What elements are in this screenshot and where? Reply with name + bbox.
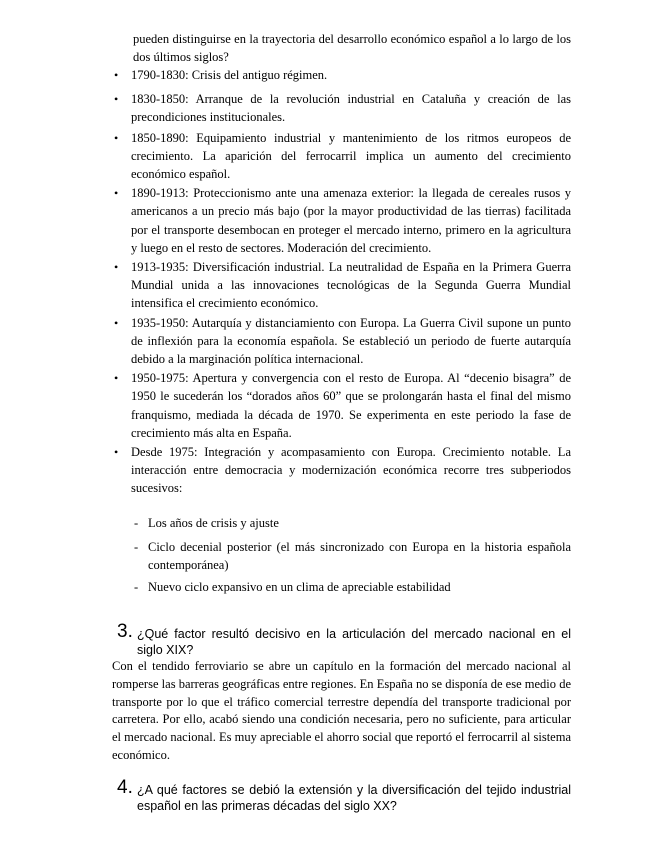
period-label: 1950-1975: bbox=[131, 371, 189, 386]
period-label: 1935-1950: bbox=[131, 315, 189, 330]
period-label: 1890-1913: bbox=[131, 186, 189, 201]
period-item bbox=[112, 66, 571, 84]
period-item bbox=[112, 90, 571, 126]
intro-text: pueden distinguirse en la trayectoria del desarrollo económico español a lo largo de los dos últimos siglos? bbox=[133, 32, 571, 64]
period-item bbox=[112, 184, 571, 257]
period-text: Autarquía y distanciamiento con Europa. La Guerra Civil supone un punto de inflexión para la economía española. Se estableció un periodo de fuerte autarquía debido a la marginación política internacional. bbox=[131, 315, 572, 367]
period-label: Desde 1975: bbox=[131, 445, 198, 460]
period-item bbox=[112, 258, 571, 313]
question-number: 4. bbox=[117, 777, 133, 798]
bullet-icon: • bbox=[114, 68, 119, 82]
question-text: ¿A qué factores se debió la extensión y la diversificación del tejido industrial español en las primeras décadas del siglo XX? bbox=[137, 783, 571, 813]
bullet-icon: • bbox=[114, 445, 119, 460]
period-text: Arranque de la revolución industrial en Cataluña y creación de las precondiciones institucionales. bbox=[131, 92, 571, 125]
bullet-icon: • bbox=[114, 260, 119, 275]
question-text: ¿Qué factor resultó decisivo en la articulación del mercado nacional en el siglo XIX? bbox=[137, 627, 571, 657]
subperiod-item bbox=[134, 514, 571, 532]
question-4 bbox=[112, 777, 571, 814]
period-text: Integración y acompasamiento con Europa. Crecimiento notable. La interacción entre democracia y modernización económica recorre tres subperiodos sucesivos: bbox=[131, 445, 571, 496]
period-text: Proteccionismo ante una amenaza exterior: la llegada de cereales rusos y americanos a un precio más bajo (por la mayor productividad de las tierras) facilitada por el transporte desembocan en proteger el mercado interno, primero en la agricultura y luego en el resto de sectores. Moderación del crecimiento. bbox=[131, 186, 572, 255]
period-text: Apertura y convergencia con el resto de Europa. Al “decenio bisagra” de 1950 le sucederán los “dorados años 60” que se prolongarán hasta el final del mismo franquismo, mediada la década de 1970. Se experimenta en este periodo la fase de crecimiento más alta en España. bbox=[131, 371, 571, 440]
question-3 bbox=[112, 621, 571, 658]
period-text: Crisis del antiguo régimen. bbox=[191, 68, 328, 82]
period-item bbox=[112, 314, 571, 369]
bullet-icon: • bbox=[114, 130, 119, 145]
bullet-icon: • bbox=[114, 92, 119, 107]
bullet-icon: • bbox=[114, 315, 119, 330]
period-text: Equipamiento industrial y mantenimiento de los ritmos europeos de crecimiento. La aparición del ferrocarril implica un aumento del crecimiento económico español. bbox=[131, 130, 572, 182]
question-number: 3. bbox=[117, 621, 133, 642]
period-label: 1790-1830: bbox=[131, 68, 189, 82]
dash-icon: - bbox=[134, 540, 139, 554]
period-text: Diversificación industrial. La neutralidad de España en la Primera Guerra Mundial unida a las innovaciones tecnológicas de la Segunda Guerra Mundial intensifica el crecimiento económico. bbox=[131, 260, 571, 311]
subperiod-item bbox=[134, 538, 571, 574]
subperiods-list bbox=[134, 514, 571, 596]
dash-icon: - bbox=[134, 516, 139, 530]
period-item bbox=[112, 369, 571, 442]
dash-icon: - bbox=[134, 580, 139, 594]
bullet-icon: • bbox=[114, 371, 119, 386]
period-label: 1850-1890: bbox=[131, 130, 189, 145]
period-item bbox=[112, 129, 571, 184]
period-label: 1830-1850: bbox=[131, 92, 189, 107]
subperiod-text: Nuevo ciclo expansivo en un clima de apreciable estabilidad bbox=[148, 580, 451, 594]
periods-list bbox=[112, 66, 571, 498]
period-label: 1913-1935: bbox=[131, 260, 189, 275]
bullet-icon: • bbox=[114, 186, 119, 201]
subperiod-text: Ciclo decenial posterior (el más sincronizado con Europa en la historia española contemporánea) bbox=[148, 540, 571, 572]
period-item bbox=[112, 443, 571, 498]
subperiod-item bbox=[134, 578, 571, 596]
subperiod-text: Los años de crisis y ajuste bbox=[148, 516, 279, 530]
answer-3: Con el tendido ferroviario se abre un capítulo en la formación del mercado nacional al romperse las barreras geográficas entre regiones. En España no se disponía de ese medio de transporte por lo que el tráfico comercial terrestre dependía del transporte tradicional por carretera. Por ello, acabó siendo una condición necesaria, pero no suficiente, para articular el mercado nacional. Es muy apreciable el ahorro social que reportó el ferrocarril al sistema económico. bbox=[112, 659, 571, 762]
